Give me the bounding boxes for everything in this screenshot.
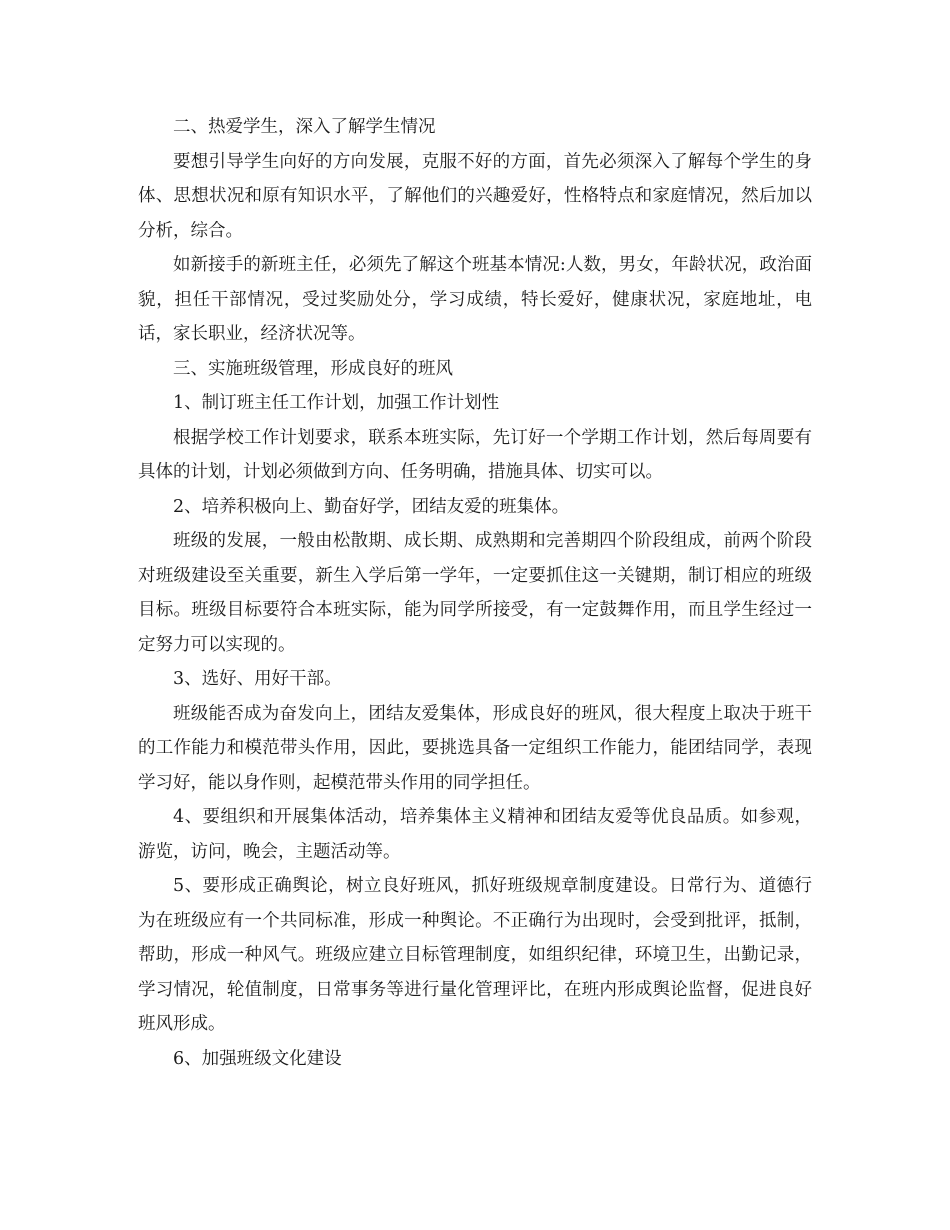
document-body bbox=[138, 110, 812, 1076]
item-heading-select-cadres: 3、选好、用好干部。 bbox=[173, 669, 342, 689]
paragraph-new-class-teacher: 如新接手的新班主任，必须先了解这个班基本情况:人数，男女，年龄状况，政治面貌，担任干部情况，受过奖励处分，学习成绩，特长爱好，健康状况，家庭地址，电话，家长职业，经济状况等。 bbox=[138, 255, 812, 344]
item-collective-activities: 4、要组织和开展集体活动，培养集体主义精神和团结友爱等优良品质。如参观，游览，访问，晚会，主题活动等。 bbox=[138, 807, 812, 862]
paragraph-work-plan: 根据学校工作计划要求，联系本班实际，先订好一个学期工作计划，然后每周要有具体的计划，计划必须做到方向、任务明确，措施具体、切实可以。 bbox=[138, 427, 812, 482]
section-heading-class-management: 三、实施班级管理，形成良好的班风 bbox=[173, 358, 453, 379]
paragraph-class-cadres: 班级能否成为奋发向上，团结友爱集体，形成良好的班风，很大程度上取决于班干的工作能力和模范带头作用，因此，要挑选具备一定组织工作能力，能团结同学，表现学习好，能以身作则，起模范带头作用的同学担任。 bbox=[138, 703, 812, 793]
section-heading-love-students: 二、热爱学生，深入了解学生情况 bbox=[173, 117, 436, 137]
paragraph-understand-students: 要想引导学生向好的方向发展，克服不好的方面，首先必须深入了解每个学生的身体、思想状况和原有知识水平，了解他们的兴趣爱好，性格特点和家庭情况，然后加以分析，综合。 bbox=[138, 151, 812, 241]
item-heading-work-plan: 1、制订班主任工作计划，加强工作计划性 bbox=[173, 393, 500, 413]
item-public-opinion: 5、要形成正确舆论，树立良好班风，抓好班级规章制度建设。日常行为、道德行为在班级应有一个共同标准，形成一种舆论。不正确行为出现时，会受到批评，抵制，帮助，形成一种风气。班级应建立目标管理制度，如组织纪律，环境卫生，出勤记录，学习情况，轮值制度，日常事务等进行量化管理评比，在班内形成舆论监督，促进良好班风形成。 bbox=[138, 876, 812, 1034]
item-heading-class-culture: 6、加强班级文化建设 bbox=[173, 1048, 342, 1069]
item-heading-class-collective: 2、培养积极向上、勤奋好学，团结友爱的班集体。 bbox=[173, 496, 570, 517]
paragraph-class-development: 班级的发展，一般由松散期、成长期、成熟期和完善期四个阶段组成，前两个阶段对班级建设至关重要，新生入学后第一学年，一定要抓住这一关键期，制订相应的班级目标。班级目标要符合本班实际，能为同学所接受，有一定鼓舞作用，而且学生经过一定努力可以实现的。 bbox=[138, 531, 812, 655]
